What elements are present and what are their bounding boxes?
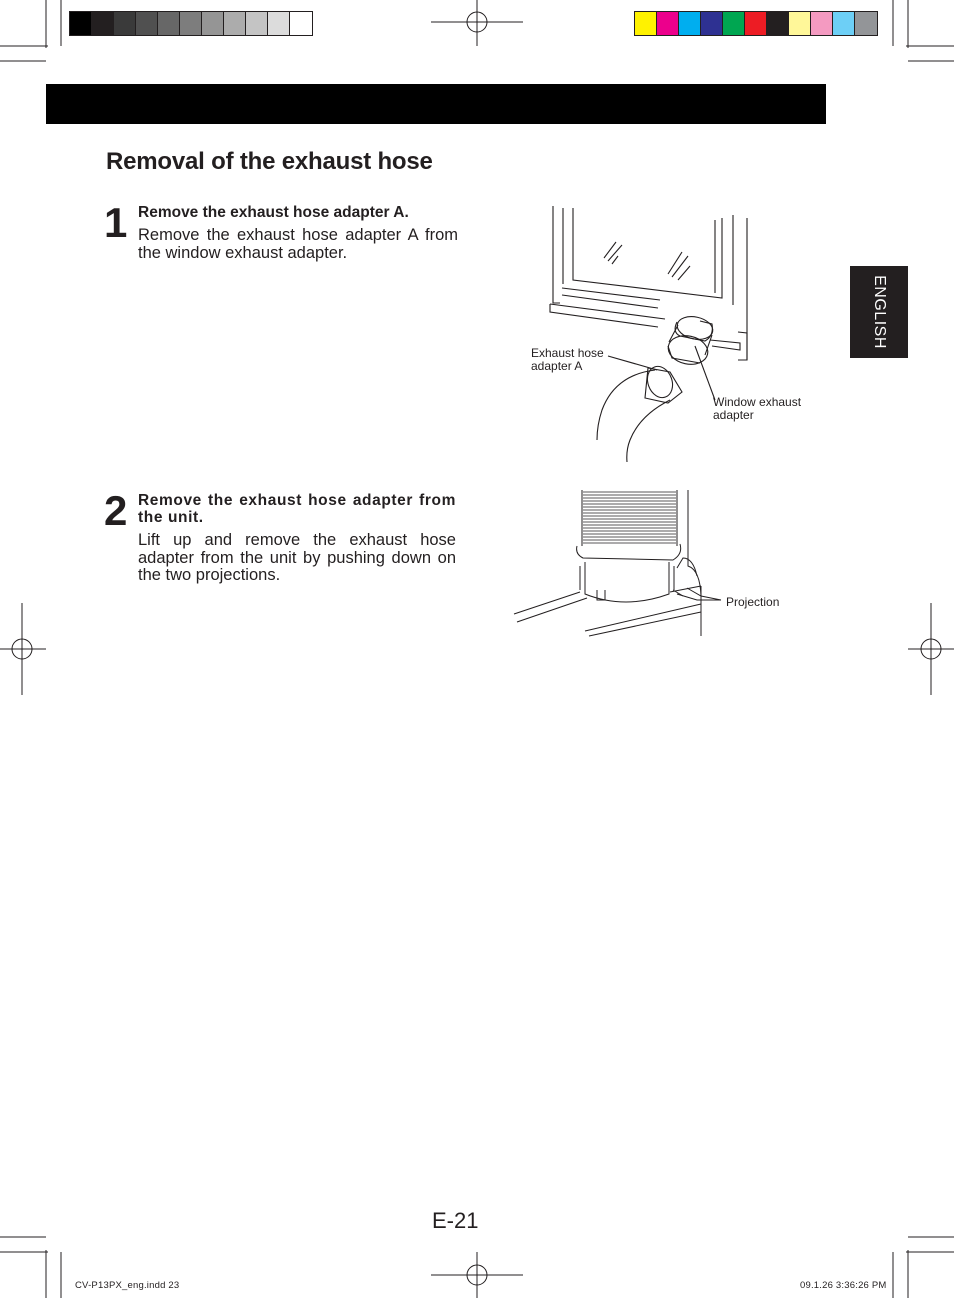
page-number: E-21 xyxy=(432,1208,479,1233)
gray-swatch-7 xyxy=(202,12,224,35)
language-tab-label: ENGLISH xyxy=(871,275,888,349)
hose-ribs xyxy=(583,492,676,543)
step-2-body: Lift up and remove the exhaust hose adapter from the unit by pushing down on the two projections. xyxy=(138,531,456,584)
registration-top xyxy=(431,0,523,46)
footer-filename: CV-P13PX_eng.indd 23 xyxy=(75,1280,180,1291)
color-swatch-3 xyxy=(679,12,701,35)
color-swatch-2 xyxy=(657,12,679,35)
color-swatch-11 xyxy=(855,12,877,35)
color-swatch-6 xyxy=(745,12,767,35)
color-swatch-1 xyxy=(635,12,657,35)
color-swatch-4 xyxy=(701,12,723,35)
window-adapter-illustration xyxy=(500,200,830,470)
color-calibration-strip xyxy=(634,11,878,36)
label-window-exhaust-adapter: Window exhaust adapter xyxy=(713,395,802,422)
unit-adapter-illustration xyxy=(505,486,835,646)
gray-swatch-5 xyxy=(158,12,180,35)
gray-swatch-8 xyxy=(224,12,246,35)
color-swatch-10 xyxy=(833,12,855,35)
gray-swatch-6 xyxy=(180,12,202,35)
gray-swatch-10 xyxy=(268,12,290,35)
color-swatch-5 xyxy=(723,12,745,35)
label-exhaust-hose-adapter: Exhaust hose adapter A xyxy=(531,346,604,373)
step-1-number: 1 xyxy=(104,199,127,246)
footer-timestamp: 09.1.26 3:36:26 PM xyxy=(800,1280,887,1291)
step-2-heading: Remove the exhaust hose adapter from the unit. xyxy=(138,492,456,526)
label-projection: Projection xyxy=(726,595,780,609)
color-swatch-8 xyxy=(789,12,811,35)
page-title: Removal of the exhaust hose xyxy=(106,148,433,175)
gray-swatch-9 xyxy=(246,12,268,35)
section-header-bar xyxy=(46,84,826,124)
gray-swatch-1 xyxy=(70,12,92,35)
color-swatch-9 xyxy=(811,12,833,35)
gray-swatch-4 xyxy=(136,12,158,35)
gray-swatch-11 xyxy=(290,12,312,35)
gray-swatch-3 xyxy=(114,12,136,35)
language-tab xyxy=(850,266,908,358)
gray-swatch-2 xyxy=(92,12,114,35)
step-1-body: Remove the exhaust hose adapter A from the window exhaust adapter. xyxy=(138,226,458,262)
step-2-number: 2 xyxy=(104,487,127,534)
color-swatch-7 xyxy=(767,12,789,35)
gray-calibration-strip xyxy=(69,11,313,36)
step-1-heading: Remove the exhaust hose adapter A. xyxy=(138,204,409,221)
